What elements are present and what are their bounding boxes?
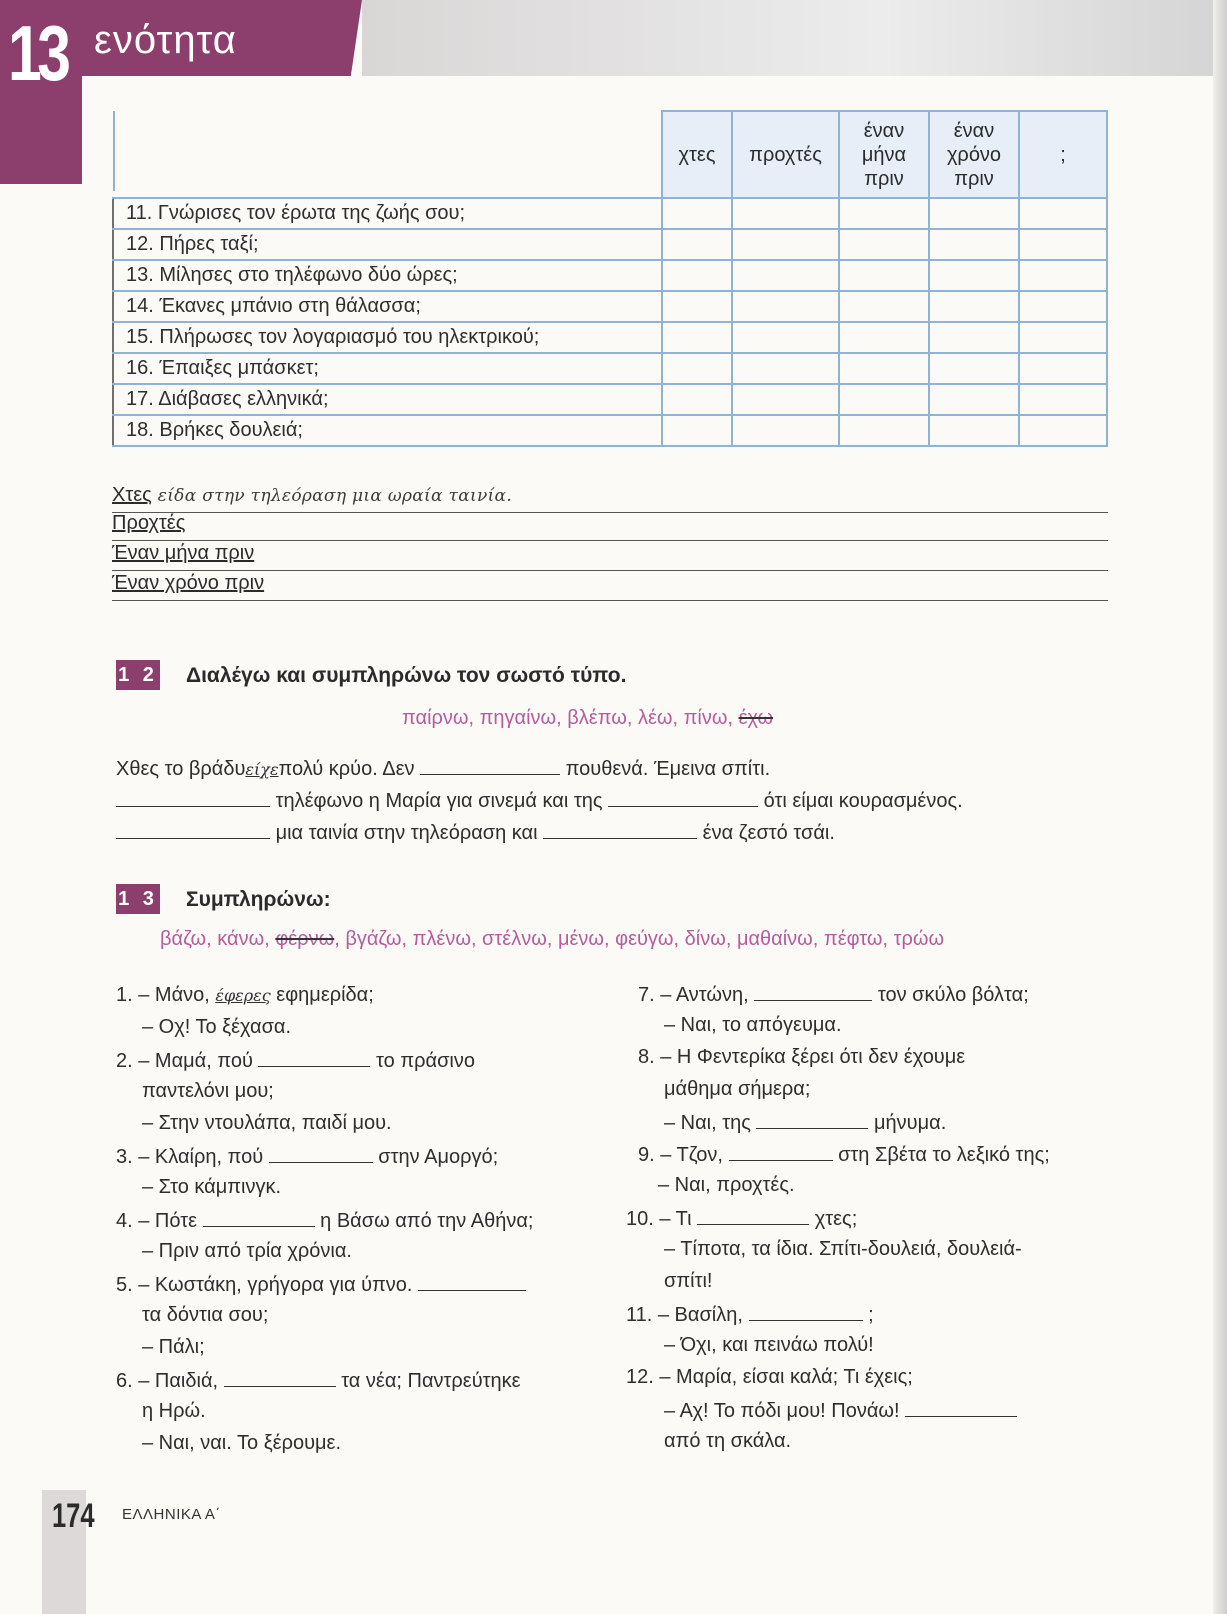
check-cell[interactable] xyxy=(839,415,929,446)
table-row xyxy=(113,291,1107,322)
question-cell: 17. Διάβασες ελληνικά; xyxy=(113,384,662,415)
answer-blank[interactable] xyxy=(697,1206,809,1225)
page-number: 174 xyxy=(52,1497,95,1535)
check-cell[interactable] xyxy=(929,291,1019,322)
book-title: ΕΛΛΗΝΙΚΑ Α΄ xyxy=(122,1506,221,1523)
writing-line-label: Έναν μήνα πριν xyxy=(112,542,255,564)
exercise-item: 7. – Αντώνη, τον σκύλο βόλτα; xyxy=(638,984,1029,1006)
check-cell[interactable] xyxy=(839,384,929,415)
question-cell: 13. Μίλησες στο τηλέφωνο δύο ώρες; xyxy=(113,260,662,291)
check-cell[interactable] xyxy=(929,229,1019,260)
check-cell[interactable] xyxy=(732,260,839,291)
page-edge xyxy=(1213,0,1227,1614)
table-row xyxy=(113,260,1107,291)
check-cell[interactable] xyxy=(929,198,1019,229)
check-cell[interactable] xyxy=(929,415,1019,446)
exercise-item: 5. – Κωστάκη, γρήγορα για ύπνο. xyxy=(116,1272,526,1297)
table-header-row xyxy=(113,111,1107,198)
question-cell: 14. Έκανες μπάνιο στη θάλασσα; xyxy=(113,291,662,322)
check-cell[interactable] xyxy=(929,353,1019,384)
exercise-item: – Ναι, ναι. Το ξέρουμε. xyxy=(142,1432,342,1454)
answer-blank[interactable] xyxy=(224,1368,336,1387)
exercise-item: – Όχι, και πεινάω πολύ! xyxy=(664,1334,874,1356)
answer-blank[interactable] xyxy=(420,756,560,775)
exercise-item: – Στην ντουλάπα, παιδί μου. xyxy=(142,1112,392,1134)
column-header: χτες xyxy=(662,111,732,198)
checklist-table xyxy=(112,110,1108,447)
exercise-item: – Πάλι; xyxy=(142,1336,205,1358)
writing-line-label: Χτες xyxy=(112,484,152,506)
check-cell[interactable] xyxy=(929,384,1019,415)
header-shade xyxy=(362,0,1227,76)
check-cell[interactable] xyxy=(1019,415,1107,446)
exercise-item: – Τίποτα, τα ίδια. Σπίτι-δουλειά, δουλειά- xyxy=(664,1238,1022,1260)
check-cell[interactable] xyxy=(839,353,929,384)
exercise-item: από τη σκάλα. xyxy=(664,1430,792,1452)
exercise-item: 1. – Μάνο, έφερες εφημερίδα; xyxy=(116,984,374,1006)
answer-blank[interactable] xyxy=(729,1142,833,1161)
check-cell[interactable] xyxy=(662,415,732,446)
answer-blank[interactable] xyxy=(754,982,872,1001)
answer-blank[interactable] xyxy=(203,1208,315,1227)
answer-blank[interactable] xyxy=(608,788,758,807)
exercise-item: – Αχ! Το πόδι μου! Πονάω! xyxy=(664,1398,1017,1423)
check-cell[interactable] xyxy=(839,291,929,322)
check-cell[interactable] xyxy=(732,415,839,446)
check-cell[interactable] xyxy=(732,353,839,384)
check-cell[interactable] xyxy=(662,322,732,353)
answer-blank[interactable] xyxy=(749,1302,863,1321)
check-cell[interactable] xyxy=(1019,322,1107,353)
column-header: έναν μήνα πριν xyxy=(839,111,929,198)
exercise-line: τηλέφωνο η Μαρία για σινεμά και της ότι είμαι κουρασμένος. xyxy=(116,788,963,813)
exercise-item: 2. – Μαμά, πού το πράσινο xyxy=(116,1050,475,1072)
check-cell[interactable] xyxy=(662,260,732,291)
exercise-line: μια ταινία στην τηλεόραση και ένα ζεστό τσάι. xyxy=(116,820,835,845)
exercise-item: τα δόντια σου; xyxy=(142,1304,269,1326)
exercise-item: παντελόνι μου; xyxy=(142,1080,274,1102)
question-cell: 16. Έπαιξες μπάσκετ; xyxy=(113,353,662,384)
exercise-item: 10. – Τι χτες; xyxy=(626,1208,858,1230)
answer-blank[interactable] xyxy=(543,820,697,839)
exercise-item: 9. – Τζον, στη Σβέτα το λεξικό της; xyxy=(638,1144,1050,1166)
check-cell[interactable] xyxy=(732,384,839,415)
check-cell[interactable] xyxy=(662,291,732,322)
exercise-item: – Πριν από τρία χρόνια. xyxy=(142,1240,352,1262)
exercise-item: 3. – Κλαίρη, πού στην Αμοργό; xyxy=(116,1146,499,1168)
answer-blank[interactable] xyxy=(418,1272,526,1291)
unit-title: ενότητα xyxy=(94,18,237,62)
check-cell[interactable] xyxy=(662,229,732,260)
check-cell[interactable] xyxy=(1019,198,1107,229)
table-row xyxy=(113,384,1107,415)
check-cell[interactable] xyxy=(662,198,732,229)
check-cell[interactable] xyxy=(839,229,929,260)
check-cell[interactable] xyxy=(1019,291,1107,322)
struck-word: έχω xyxy=(738,707,774,729)
check-cell[interactable] xyxy=(1019,384,1107,415)
question-cell: 12. Πήρες ταξί; xyxy=(113,229,662,260)
writing-line[interactable] xyxy=(112,484,1108,513)
table-row xyxy=(113,198,1107,229)
exercise-title: Διαλέγω και συμπληρώνω τον σωστό τύπο. xyxy=(186,664,627,687)
check-cell[interactable] xyxy=(839,322,929,353)
exercise-item: 6. – Παιδιά, τα νέα; Παντρεύτηκε xyxy=(116,1370,521,1392)
exercise-item: σπίτι! xyxy=(664,1270,713,1292)
column-header: προχτές xyxy=(732,111,839,198)
struck-word: φέρνω xyxy=(275,928,335,950)
exercise-item: 4. – Πότε η Βάσω από την Αθήνα; xyxy=(116,1210,534,1232)
exercise-badge: 1 2 xyxy=(116,660,160,690)
handwritten-answer: είχε xyxy=(245,760,279,779)
table-row xyxy=(113,415,1107,446)
handwritten-answer: είδα στην τηλεόραση μια ωραία ταινία. xyxy=(157,486,513,506)
check-cell[interactable] xyxy=(662,384,732,415)
question-cell: 15. Πλήρωσες τον λογαριασμό του ηλεκτρικού; xyxy=(113,322,662,353)
exercise-item: 12. – Μαρία, είσαι καλά; Τι έχεις; xyxy=(626,1366,913,1388)
check-cell[interactable] xyxy=(839,260,929,291)
check-cell[interactable] xyxy=(732,291,839,322)
check-cell[interactable] xyxy=(1019,260,1107,291)
check-cell[interactable] xyxy=(929,322,1019,353)
word-bank: παίρνω, πηγαίνω, βλέπω, λέω, πίνω, έχω xyxy=(402,707,774,729)
question-cell: 11. Γνώρισες τον έρωτα της ζωής σου; xyxy=(113,198,662,229)
check-cell[interactable] xyxy=(839,198,929,229)
exercise-item: η Ηρώ. xyxy=(142,1400,206,1422)
exercise-item: – Στο κάμπινγκ. xyxy=(142,1176,282,1198)
answer-blank[interactable] xyxy=(756,1110,868,1129)
writing-line-label: Προχτές xyxy=(112,512,186,534)
exercise-item: μάθημα σήμερα; xyxy=(664,1078,811,1100)
check-cell[interactable] xyxy=(1019,353,1107,384)
writing-line[interactable] xyxy=(112,542,1108,571)
exercise-item: – Ναι, της μήνυμα. xyxy=(664,1112,947,1134)
exercise-badge: 1 3 xyxy=(116,884,160,914)
writing-line[interactable] xyxy=(112,572,1108,601)
exercise-title: Συμπληρώνω: xyxy=(186,888,331,911)
check-cell[interactable] xyxy=(732,229,839,260)
answer-blank[interactable] xyxy=(116,820,270,839)
check-cell[interactable] xyxy=(662,353,732,384)
table-row xyxy=(113,322,1107,353)
writing-line[interactable] xyxy=(112,512,1108,541)
question-cell: 18. Βρήκες δουλειά; xyxy=(113,415,662,446)
table-row xyxy=(113,229,1107,260)
exercise-item: 11. – Βασίλη, ; xyxy=(626,1304,874,1326)
exercise-item: – Ναι, το απόγευμα. xyxy=(664,1014,842,1036)
column-header: ; xyxy=(1019,111,1107,198)
table-row xyxy=(113,353,1107,384)
exercise-item: – Ναι, προχτές. xyxy=(658,1174,795,1196)
check-cell[interactable] xyxy=(1019,229,1107,260)
check-cell[interactable] xyxy=(929,260,1019,291)
unit-number: 13 xyxy=(8,9,67,97)
answer-blank[interactable] xyxy=(258,1048,370,1067)
answer-blank[interactable] xyxy=(905,1398,1017,1417)
exercise-item: – Οχ! Το ξέχασα. xyxy=(142,1016,292,1038)
check-cell[interactable] xyxy=(732,198,839,229)
column-header: έναν χρόνο πριν xyxy=(929,111,1019,198)
word-bank: βάζω, κάνω, φέρνω, βγάζω, πλένω, στέλνω, μένω, φεύγω, δίνω, μαθαίνω, πέφτω, τρώω xyxy=(160,928,945,950)
answer-blank[interactable] xyxy=(116,788,270,807)
answer-blank[interactable] xyxy=(269,1144,373,1163)
exercise-item: 8. – Η Φεντερίκα ξέρει ότι δεν έχουμε xyxy=(638,1046,966,1068)
exercise-line: Χθες το βράδυείχεπολύ κρύο. Δεν πουθενά. Έμεινα σπίτι. xyxy=(116,758,771,780)
handwritten-answer: έφερες xyxy=(215,986,271,1005)
writing-line-label: Έναν χρόνο πριν xyxy=(112,572,265,594)
check-cell[interactable] xyxy=(732,322,839,353)
